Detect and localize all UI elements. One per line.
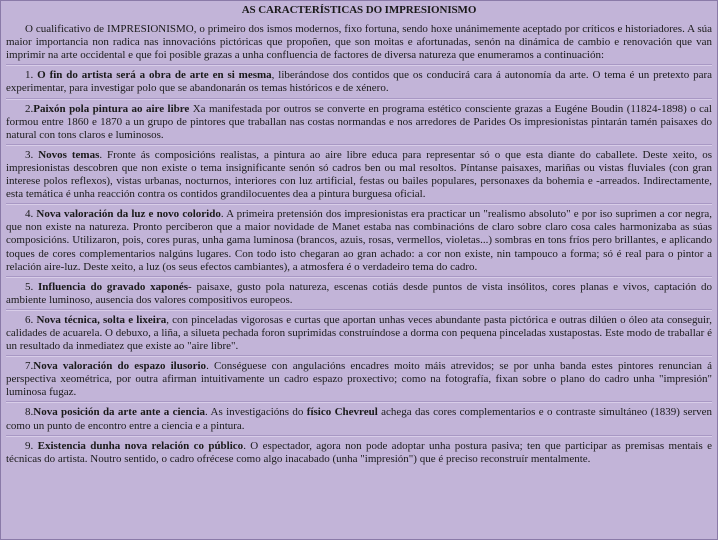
item-text: , liberándose dos contidos que os conducirá cara á autonomía da arte. O tema é un pretexto para experimentar, para investigar polo que se abandonarán os temas históricos e de xénero. [6, 69, 713, 95]
item-number: 5. [25, 280, 34, 293]
item-heading: Existencia dunha nova relación co público [37, 439, 244, 452]
item-number: 1. [25, 69, 34, 82]
separator [6, 64, 712, 66]
item-text: . O espectador, agora non pode adoptar unha postura pasiva; ten que participar as premisas mentais e técnicas do artista. Noutro sentido, o cadro ofrécese como algo inacabado (unha "impresión") que é preciso reconstruír mentalmente. [6, 439, 712, 465]
document-title: AS CARACTERÍSTICAS DO IMPRESIONISMO [241, 4, 477, 16]
item-6 [6, 314, 712, 353]
item-number: 7. [25, 360, 34, 373]
separator [6, 98, 712, 100]
item-heading: Nova posición da arte ante a ciencia [33, 406, 205, 419]
item-heading: Nova valoración da luz e novo colorido [36, 208, 221, 221]
item-8 [6, 406, 712, 432]
item-number: 3. [25, 148, 34, 161]
item-heading: Nova valoración do espazo ilusorio [33, 360, 207, 373]
item-4 [6, 208, 712, 273]
item-3 [6, 149, 712, 201]
item-text-continued: achega das cores complementarios e o contraste simultáneo (1839) serven como un punto de encontro entre a ciencia e a pintura. [6, 406, 713, 432]
separator [6, 203, 712, 205]
item-number: 4. [25, 208, 34, 221]
intro-paragraph: O cualificativo de IMPRESIONISMO, o primeiro dos ismos modernos, fixo fortuna, sendo hoxe unánimemente aceptado por críticos e historiadores. A súa maior importancia non radica nas innovacións pictóricas que propoñen, que son moitas e afortunadas, senón na dinámica de cambio e renovación que van imprimir na arte occidental e que foi posible grazas a unha confluencia de factores de diversa natureza que enumeramos a continuación: [6, 23, 712, 62]
item-5 [6, 281, 712, 307]
separator [6, 309, 712, 311]
item-2 [6, 103, 712, 142]
separator [6, 401, 712, 403]
item-heading: O fin do artista será a obra de arte en si mesma [37, 69, 272, 82]
separator [6, 276, 712, 278]
item-text: . A primeira pretensión dos impresionistas era practicar un "realismo absoluto" e por iso suprimen a cor negra, que non existe na natureza. Pronto perciberon que a maior novidade de Manet estaba nas combinacións de claro sobre claro cosa cales harmonizaba as súas composicións. Utilizaron, pois, cores puras, unha gama luminosa (brancos, azuis, rosas, vermellos, violetas...) sombras en tons fríos pero brillantes, e aplicando toques de cores complementarios nalgúns lugares. Con todo isto chegaran ao gran achado: a cor non existe, nin tampouco a forma; só é real para o pintor a relación aire-luz. Deste xeito, a luz (os seus efectos cambiantes), a atmosfera é o verdadeiro tema do cadro. [6, 208, 712, 273]
item-text: . Conséguese con angulacións encadres moito máis atrevidos; se por unha banda estes pintores renuncian á perspectiva xeométrica, por outra afirman intuitivamente un cadro espazo proxectivo; como na fotografía, fixan sobre o plano do cadro unha "impresión" luminosa fugaz. [6, 360, 712, 399]
item-text: , con pinceladas vigorosas e curtas que aportan unhas veces abundante pasta pictórica e outras dilúen o óleo ata conseguir, calidades de acuarela. O debuxo, a liña, a silueta pechada foron suprimidas construíndose a dorma con pequena pinceladas xustapostas. Este modo de traballar é un resultado da inmediatez que existe ao "aire libre". [6, 313, 713, 353]
item-number: 2. [25, 102, 34, 115]
separator [6, 355, 712, 357]
item-text: . Fronte ás composicións realistas, a pintura ao aire libre educa para representar só o que esta diante do caballete. Deste xeito, os impresionistas descobren que non existe o tema insignificante senón só cadros ben ou mal resoltos. Píntanse paisaxes, mariñas ou vistas fluviales (con gran interese polos reflexos), vistas urbanas, nocturnos, interiores con luz artificial, festas ou bailes populares, personaxes da bohemia e -arreados. Indirectamente, esta temática é unha reacción contra os contidos grandilocuentes dea a pintura burguesa oficial. [6, 148, 712, 201]
item-9 [6, 440, 712, 466]
item-text: Xa manifestada por outros se converte en programa estético consciente grazas a Eugéne Boudin (11824-1898) o cal formou entre 1860 e 1870 a un grupo de pintores que traballan nas costas normandas e nos arredores de Parides Os impresionistas pintarán tamén paisaxes do natural con tons claros e luminosos. [6, 102, 712, 141]
item-text: - paisaxe, gusto pola natureza, escenas cotiás desde puntos de vista insólitos, cores planas e vivos, captación do ambiente luminoso, ausencia dos valores compositivos europeos. [6, 280, 713, 306]
separator [6, 435, 712, 437]
item-heading: Paixón pola pintura ao aire libre [33, 102, 190, 115]
item-bold-phrase: físico Chevreul [306, 406, 378, 419]
item-heading: Influencia do gravado xaponés [38, 280, 189, 293]
item-number: 8. [25, 406, 34, 419]
item-heading: Novos temas [38, 148, 100, 161]
separator [6, 144, 712, 146]
item-number: 9. [25, 439, 34, 452]
item-heading: Nova técnica, solta e lixeira [36, 313, 167, 326]
item-number: 6. [25, 313, 34, 326]
item-text: . As investigacións do [205, 406, 307, 419]
item-1 [6, 69, 712, 95]
item-7 [6, 360, 712, 399]
